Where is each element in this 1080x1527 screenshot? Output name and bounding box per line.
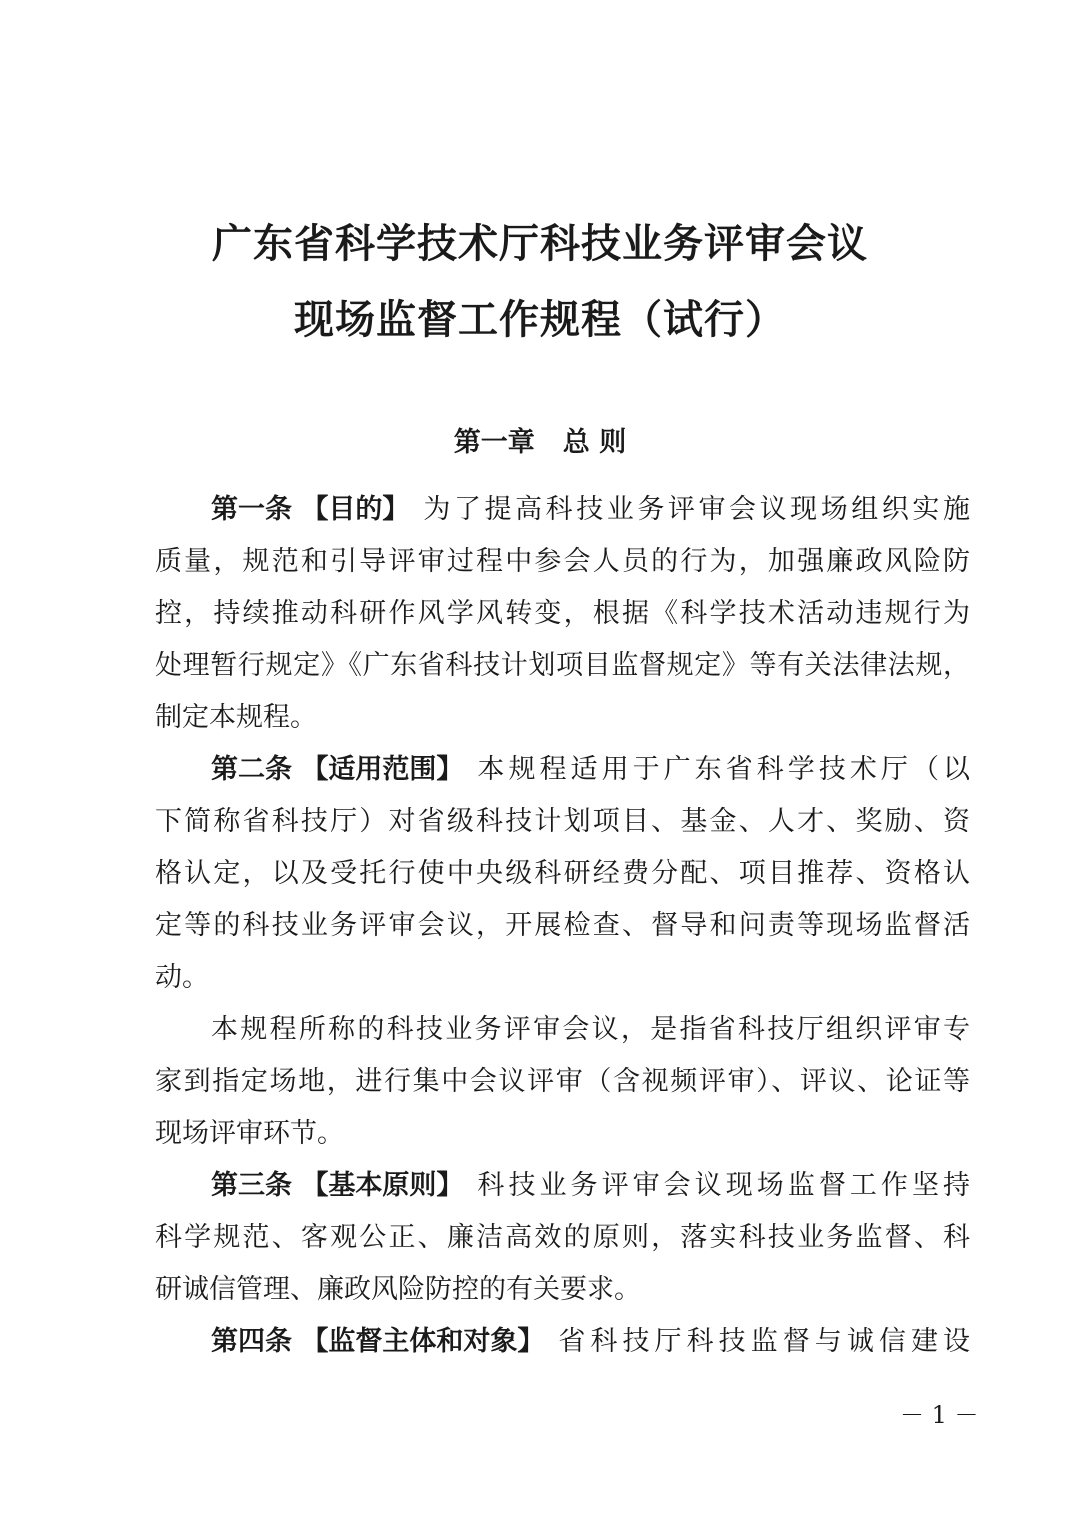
text-line: 处理暂行规定》《广东省科技计划项目监督规定》等有关法律法规， (155, 650, 970, 681)
article-text: 本规程适用于广东省科学技术厅（以 (477, 754, 970, 785)
paragraph (155, 744, 970, 1004)
text-line (155, 1160, 970, 1212)
text-line: 研诚信管理、廉政风险防控的有关要求。 (155, 1274, 641, 1305)
article-text: 为了提高科技业务评审会议现场组织实施 (423, 494, 970, 525)
text-line (155, 744, 970, 796)
chapter-number: 第一章 (453, 427, 535, 458)
document-title-line-1: 广东省科学技术厅科技业务评审会议 (212, 221, 868, 267)
article-text: 科技业务评审会议现场监督工作坚持 (477, 1170, 970, 1201)
article-label: 第四条 【监督主体和对象】 (211, 1326, 545, 1357)
text-line: 家到指定场地，进行集中会议评审（含视频评审）、评议、论证等 (155, 1066, 970, 1097)
document-title-line-2: 现场监督工作规程（试行） (294, 297, 786, 343)
text-line: 格认定，以及受托行使中央级科研经费分配、项目推荐、资格认 (155, 858, 970, 889)
paragraph (155, 1160, 970, 1316)
text-line: 定等的科技业务评审会议，开展检查、督导和问责等现场监督活 (155, 910, 970, 941)
chapter-name: 总 则 (562, 427, 627, 458)
text-line: 制定本规程。 (155, 702, 317, 733)
document-body (155, 484, 970, 1368)
text-line: 质量，规范和引导评审过程中参会人员的行为，加强廉政风险防 (155, 546, 970, 577)
text-line: 下简称省科技厅）对省级科技计划项目、基金、人才、奖励、资 (155, 806, 970, 837)
text-line: 控，持续推动科研作风学风转变，根据《科学技术活动违规行为 (155, 598, 970, 629)
text-line: 本规程所称的科技业务评审会议，是指省科技厅组织评审专 (211, 1014, 970, 1045)
text-line (155, 1316, 970, 1368)
chapter-heading (0, 420, 1080, 459)
text-line (155, 484, 970, 536)
text-line: 动。 (155, 962, 209, 993)
paragraph (155, 1316, 970, 1368)
article-label: 第三条 【基本原则】 (211, 1170, 464, 1201)
article-text: 省科技厅科技监督与诚信建设 (558, 1326, 970, 1357)
text-line: 科学规范、客观公正、廉洁高效的原则，落实科技业务监督、科 (155, 1222, 970, 1253)
paragraph (155, 1004, 970, 1160)
paragraph (155, 484, 970, 744)
page-number: － 1 － (900, 1401, 979, 1429)
text-line: 现场评审环节。 (155, 1118, 344, 1149)
article-label: 第一条 【目的】 (211, 494, 410, 525)
article-label: 第二条 【适用范围】 (211, 754, 464, 785)
